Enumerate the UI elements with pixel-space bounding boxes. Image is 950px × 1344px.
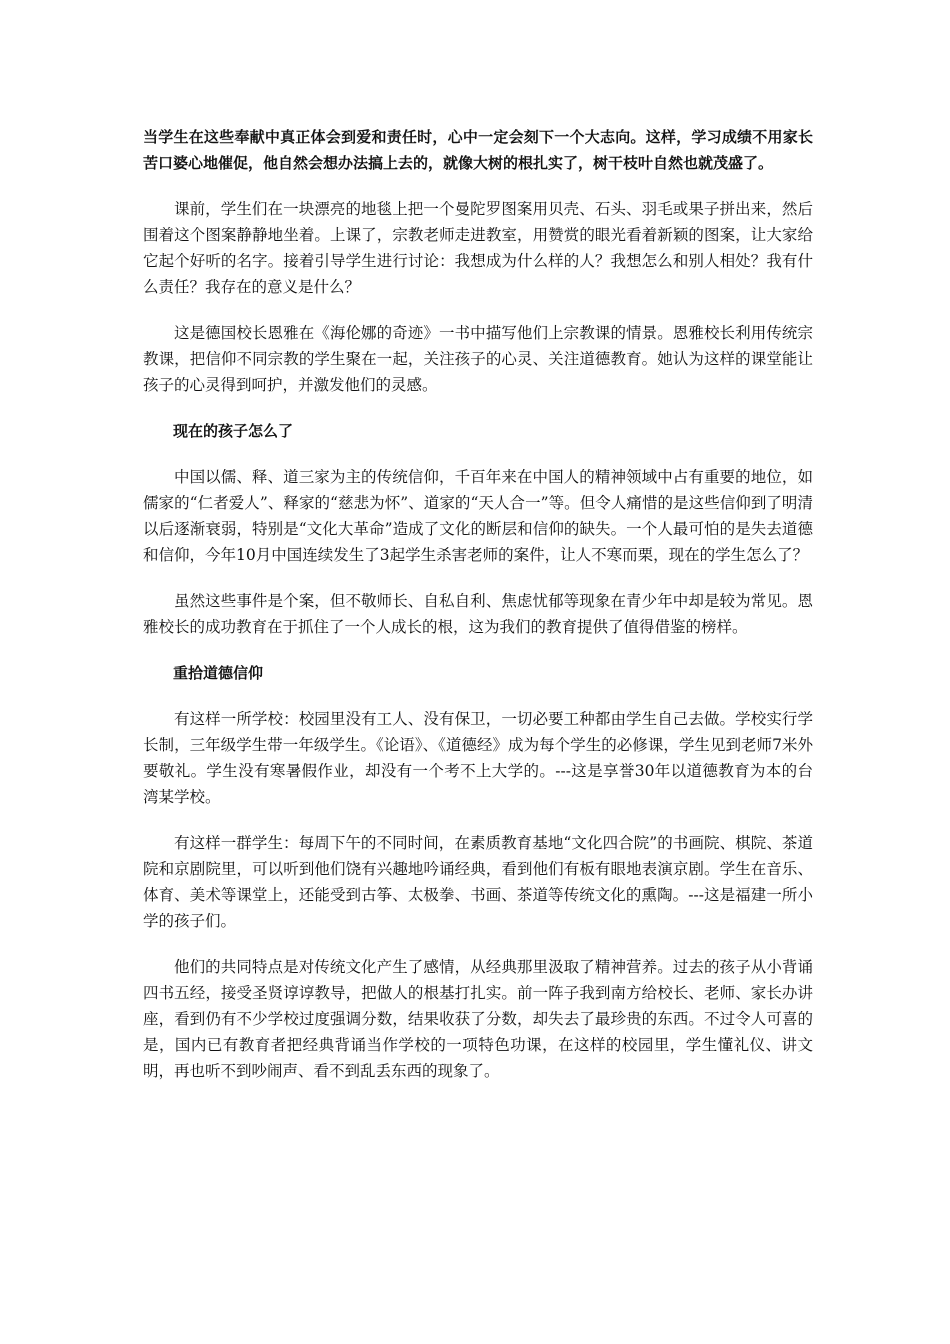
paragraph-classroom-scene: 课前，学生们在一块漂亮的地毯上把一个曼陀罗图案用贝壳、石头、羽毛或果子拼出来，然后围着这个图案静静地坐着。上课了，宗教老师走进教室，用赞赏的眼光看着新颖的图案，让大家给它起个好听的名字。接着引导学生进行讨论：我想成为什么样的人？我想怎么和别人相处？我有什么责任？我存在的意义是什么？ [143, 200, 813, 296]
paragraph-fujian-students: 有这样一群学生：每周下午的不同时间，在素质教育基地“文化四合院”的书画院、棋院、茶道院和京剧院里，可以听到他们饶有兴趣地吟诵经典，看到他们有板有眼地表演京剧。学生在音乐、体育、美术等课堂上，还能受到古筝、太极拳、书画、茶道等传统文化的熏陶。---这是福建一所小学的孩子们。 [143, 834, 813, 930]
paragraph-isolated-cases: 虽然这些事件是个案，但不敬师长、自私自利、焦虑忧郁等现象在青少年中却是较为常见。恩雅校长的成功教育在于抓住了一个人成长的根，这为我们的教育提供了值得借鉴的榜样。 [143, 592, 813, 636]
paragraph-taiwan-school: 有这样一所学校：校园里没有工人、没有保卫，一切必要工种都由学生自己去做。学校实行学长制，三年级学生带一年级学生。《论语》、《道德经》成为每个学生的必修课，学生见到老师7米外要敬礼。学生没有寒暑假作业，却没有一个考不上大学的。---这是享誉30年以道德教育为本的台湾某学校。 [143, 710, 813, 806]
paragraph-common-traits: 他们的共同特点是对传统文化产生了感情，从经典那里汲取了精神营养。过去的孩子从小背诵四书五经，接受圣贤谆谆教导，把做人的根基打扎实。前一阵子我到南方给校长、老师、家长办讲座，看到仍有不少学校过度强调分数，结果收获了分数，却失去了最珍贵的东西。不过令人可喜的是，国内已有教育者把经典背诵当作学校的一项特色功课，在这样的校园里，学生懂礼仪、讲文明，再也听不到吵闹声、看不到乱丢东西的现象了。 [143, 958, 813, 1080]
paragraph-intro-bold: 当学生在这些奉献中真正体会到爱和责任时，心中一定会刻下一个大志向。这样，学习成绩不用家长苦口婆心地催促，他自然会想办法搞上去的，就像大树的根扎实了，树干枝叶自然也就茂盛了。 [143, 128, 813, 172]
paragraph-traditional-beliefs: 中国以儒、释、道三家为主的传统信仰，千百年来在中国人的精神领域中占有重要的地位，如儒家的“仁者爱人”、释家的“慈悲为怀”、道家的“天人合一”等。但令人痛惜的是这些信仰到了明清以后逐渐衰弱，特别是“文化大革命”造成了文化的断层和信仰的缺失。一个人最可怕的是失去道德和信仰，今年10月中国连续发生了3起学生杀害老师的案件，让人不寒而栗，现在的学生怎么了？ [143, 468, 813, 564]
section-heading-children-today: 现在的孩子怎么了 [173, 422, 294, 440]
paragraph-principal-enya: 这是德国校长恩雅在《海伦娜的奇迹》一书中描写他们上宗教课的情景。恩雅校长利用传统宗教课，把信仰不同宗教的学生聚在一起，关注孩子的心灵、关注道德教育。她认为这样的课堂能让孩子的心灵得到呵护，并激发他们的灵感。 [143, 324, 813, 394]
section-heading-moral-belief: 重拾道德信仰 [173, 664, 264, 682]
document-page [143, 124, 813, 1084]
